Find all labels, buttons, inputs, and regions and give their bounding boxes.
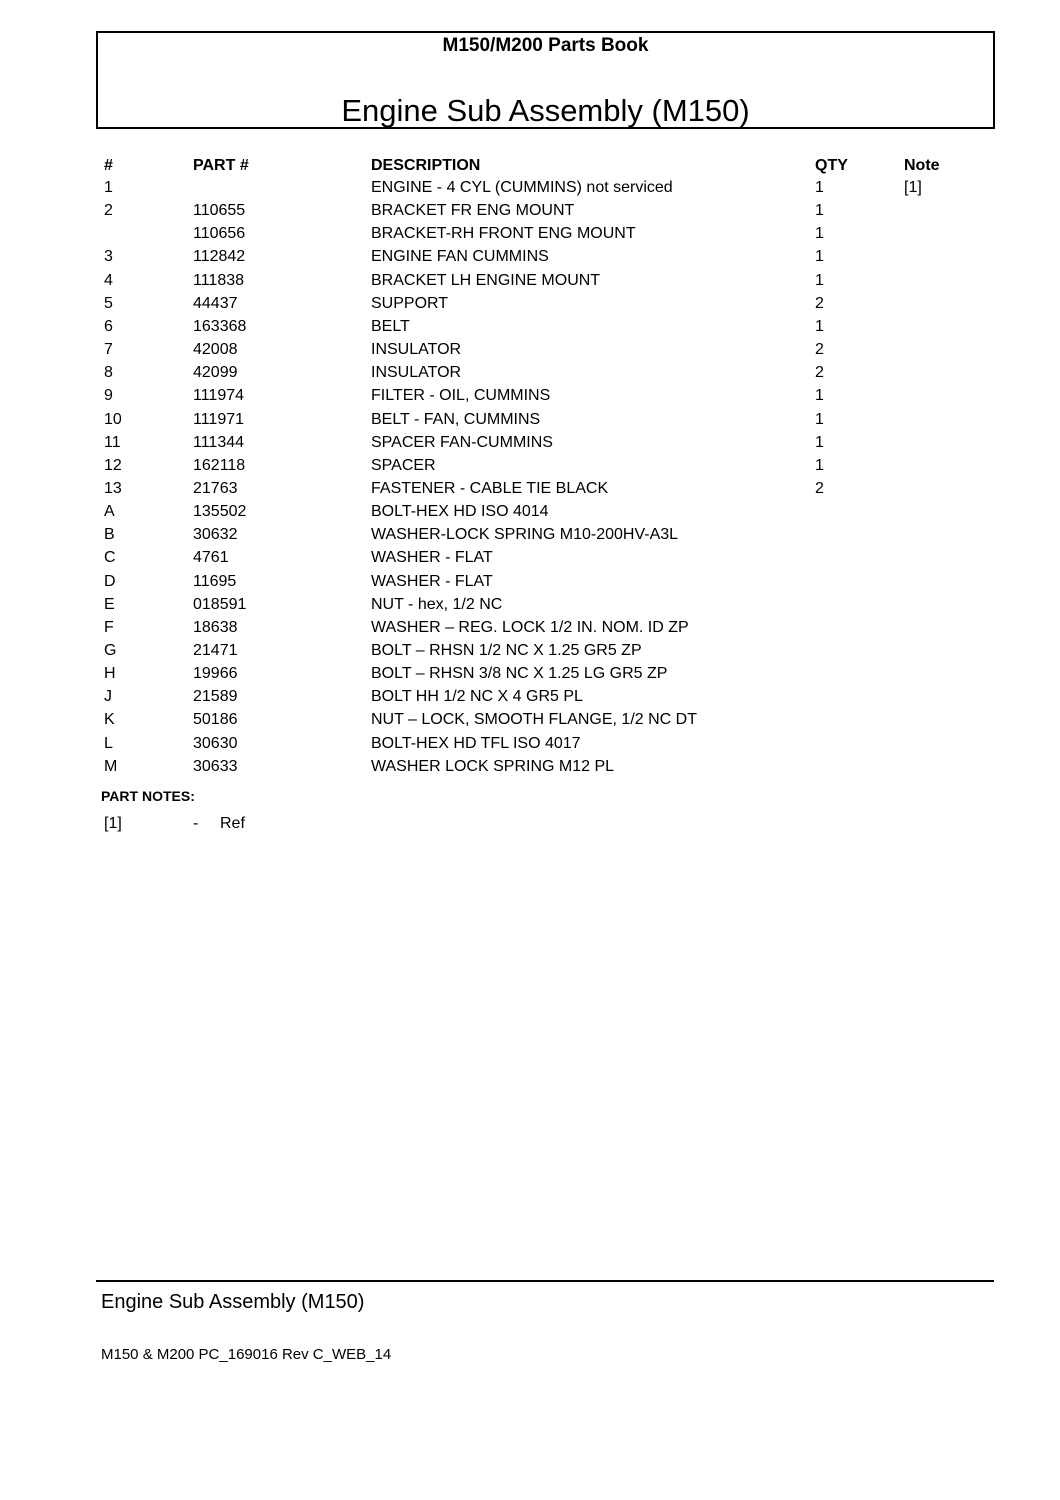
table-row	[0, 385, 1060, 407]
row-num: L	[104, 734, 113, 752]
row-part-number: 111974	[193, 387, 245, 405]
row-part-number: 21589	[193, 688, 238, 706]
row-part-number: 21471	[193, 642, 238, 659]
row-qty: 1	[815, 317, 824, 335]
row-num: 11	[104, 433, 121, 451]
row-num: G	[104, 642, 117, 659]
row-num: 4	[104, 271, 113, 289]
row-part-number: 162118	[193, 456, 246, 474]
footer-section-title: Engine Sub Assembly (M150)	[101, 1291, 365, 1313]
row-description: BRACKET-RH FRONT ENG MOUNT	[371, 225, 636, 243]
row-description: BELT	[371, 317, 410, 335]
row-part-number: 018591	[193, 595, 247, 613]
row-qty: 1	[815, 456, 824, 474]
table-row	[0, 524, 1060, 546]
part-notes-title: PART NOTES:	[101, 788, 195, 804]
row-qty: 1	[815, 225, 824, 243]
row-description: BELT - FAN, CUMMINS	[371, 410, 541, 428]
row-description: FASTENER - CABLE TIE BLACK	[371, 479, 609, 497]
table-row	[0, 409, 1060, 431]
row-description: BOLT – RHSN 3/8 NC X 1.25 LG GR5 ZP	[371, 665, 668, 683]
row-description: BOLT-HEX HD ISO 4014	[371, 503, 549, 521]
table-row	[0, 270, 1060, 292]
row-part-number: 163368	[193, 317, 247, 335]
row-num: J	[104, 688, 112, 706]
row-num: D	[104, 572, 116, 590]
row-part-number: 21763	[193, 479, 238, 497]
part-note-ref: [1]	[104, 815, 122, 832]
table-row	[0, 455, 1060, 477]
table-row	[0, 733, 1060, 755]
row-description: NUT - hex, 1/2 NC	[371, 595, 503, 613]
row-description: INSULATOR	[371, 364, 462, 382]
table-row	[0, 316, 1060, 338]
row-qty: 2	[815, 479, 824, 497]
row-part-number: 111344	[193, 433, 245, 451]
row-qty: 2	[815, 341, 824, 359]
row-num: 7	[104, 341, 113, 359]
row-qty: 2	[815, 294, 824, 312]
column-header-num: #	[104, 157, 113, 174]
row-description: NUT – LOCK, SMOOTH FLANGE, 1/2 NC DT	[371, 711, 697, 729]
row-description: FILTER - OIL, CUMMINS	[371, 387, 551, 405]
row-description: WASHER – REG. LOCK 1/2 IN. NOM. ID ZP	[371, 618, 689, 636]
row-description: SUPPORT	[371, 294, 449, 312]
row-num: 10	[104, 410, 122, 428]
row-qty: 1	[815, 202, 824, 220]
row-part-number: 4761	[193, 549, 229, 567]
row-description: WASHER LOCK SPRING M12 PL	[371, 757, 615, 775]
footer-divider	[96, 1280, 994, 1282]
row-part-number: 50186	[193, 711, 238, 729]
row-part-number: 19966	[193, 665, 238, 683]
table-row	[0, 640, 1060, 662]
row-qty: 1	[815, 387, 824, 405]
table-header-row	[0, 155, 1060, 177]
row-part-number: 30630	[193, 734, 238, 752]
row-part-number: 110655	[193, 202, 246, 220]
row-part-number: 111838	[193, 271, 245, 289]
footer-document-id: M150 & M200 PC_169016 Rev C_WEB_14	[101, 1346, 392, 1363]
row-num: H	[104, 665, 116, 683]
row-part-number: 135502	[193, 503, 247, 521]
row-description: BOLT – RHSN 1/2 NC X 1.25 GR5 ZP	[371, 642, 642, 659]
row-part-number: 42099	[193, 364, 238, 382]
row-part-number: 110656	[193, 225, 246, 243]
row-num: M	[104, 757, 118, 775]
row-num: 8	[104, 364, 113, 382]
table-row	[0, 362, 1060, 384]
row-part-number: 111971	[193, 410, 245, 428]
table-row	[0, 663, 1060, 685]
row-num: 2	[104, 202, 113, 220]
part-note-dash: -	[193, 815, 199, 832]
row-description: INSULATOR	[371, 341, 462, 359]
row-qty: 1	[815, 248, 824, 266]
row-num: 3	[104, 248, 113, 266]
row-num: 5	[104, 294, 113, 312]
row-part-number: 42008	[193, 341, 238, 359]
table-row	[0, 571, 1060, 593]
table-row	[0, 246, 1060, 268]
row-num: 12	[104, 456, 122, 474]
row-description: ENGINE FAN CUMMINS	[371, 248, 549, 266]
part-note-text: Ref	[220, 815, 245, 832]
table-row	[0, 594, 1060, 616]
table-row	[0, 547, 1060, 569]
row-note: [1]	[904, 179, 922, 196]
table-row	[0, 293, 1060, 315]
row-num: B	[104, 526, 115, 544]
header-box	[96, 31, 995, 129]
row-num: E	[104, 595, 115, 613]
row-num: C	[104, 549, 116, 567]
row-num: 9	[104, 387, 113, 405]
row-qty: 2	[815, 364, 824, 382]
page-title: Engine Sub Assembly (M150)	[341, 93, 750, 128]
row-num: K	[104, 711, 115, 729]
column-header-qty: QTY	[815, 157, 848, 174]
row-num: 13	[104, 479, 122, 497]
table-row	[0, 686, 1060, 708]
row-description: BOLT-HEX HD TFL ISO 4017	[371, 734, 581, 752]
row-description: SPACER	[371, 456, 436, 474]
row-num: F	[104, 618, 114, 636]
table-row	[0, 501, 1060, 523]
row-part-number: 30632	[193, 526, 238, 544]
row-part-number: 11695	[193, 572, 237, 590]
table-row	[0, 177, 1060, 199]
table-row	[0, 432, 1060, 454]
row-qty: 1	[815, 433, 824, 451]
table-row	[0, 756, 1060, 778]
book-title: M150/M200 Parts Book	[442, 35, 649, 56]
table-row	[0, 478, 1060, 500]
table-row	[0, 617, 1060, 639]
column-header-part: PART #	[193, 157, 249, 174]
row-description: BOLT HH 1/2 NC X 4 GR5 PL	[371, 688, 583, 706]
row-num: A	[104, 503, 115, 521]
table-row	[0, 709, 1060, 731]
row-part-number: 112842	[193, 248, 246, 266]
table-row	[0, 339, 1060, 361]
row-description: WASHER-LOCK SPRING M10-200HV-A3L	[371, 526, 679, 544]
row-qty: 1	[815, 271, 824, 289]
column-header-note: Note	[904, 157, 940, 174]
row-description: BRACKET LH ENGINE MOUNT	[371, 271, 601, 289]
table-row	[0, 223, 1060, 245]
column-header-description: DESCRIPTION	[371, 157, 481, 174]
row-part-number: 44437	[193, 294, 238, 312]
row-description: WASHER - FLAT	[371, 549, 493, 567]
table-row	[0, 200, 1060, 222]
row-qty: 1	[815, 410, 824, 428]
row-num: 1	[104, 179, 113, 196]
row-description: WASHER - FLAT	[371, 572, 493, 590]
row-description: BRACKET FR ENG MOUNT	[371, 202, 575, 220]
row-num: 6	[104, 317, 113, 335]
row-description: SPACER FAN-CUMMINS	[371, 433, 553, 451]
row-part-number: 18638	[193, 618, 238, 636]
row-description: ENGINE - 4 CYL (CUMMINS) not serviced	[371, 179, 673, 196]
row-qty: 1	[815, 179, 824, 196]
row-part-number: 30633	[193, 757, 238, 775]
